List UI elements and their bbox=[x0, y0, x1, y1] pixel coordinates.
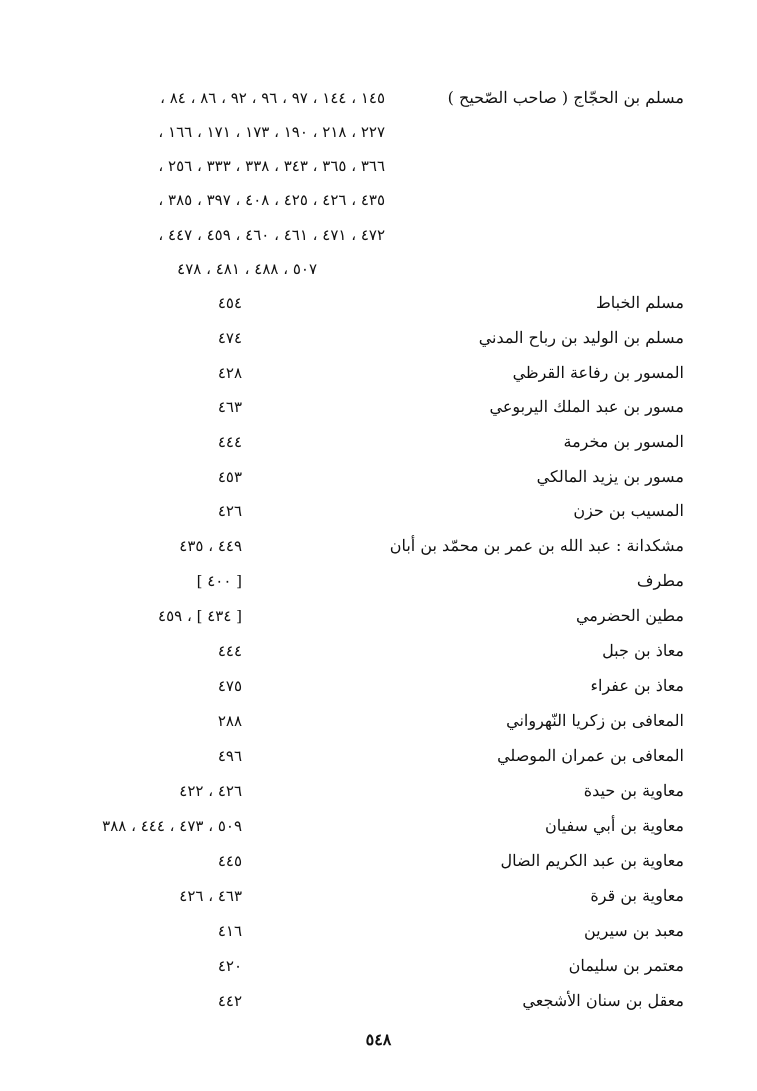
index-entry bbox=[0, 741, 757, 771]
entry-name: معاوية بن حيدة bbox=[583, 781, 684, 800]
entry-pages: ٤٧٥ bbox=[217, 677, 242, 695]
entry-pages: ٤٦٣ bbox=[217, 398, 242, 416]
index-entry bbox=[0, 986, 757, 1016]
entry-pages: ١٤٥ ، ١٤٤ ، ٩٧ ، ٩٦ ، ٩٢ ، ٨٦ ، ٨٤ ، bbox=[160, 89, 385, 107]
entry-pages: ٤٢٦ ، ٤٢٢ bbox=[179, 782, 242, 800]
entry-pages: ٤٣٥ ، ٤٢٦ ، ٤٢٥ ، ٤٠٨ ، ٣٩٧ ، ٣٨٥ ، bbox=[158, 191, 385, 209]
entry-name: مسور بن عبد الملك اليربوعي bbox=[489, 397, 684, 416]
index-entry-continuation bbox=[0, 117, 757, 147]
entry-pages: ٥٠٩ ، ٤٧٣ ، ٤٤٤ ، ٣٨٨ bbox=[102, 817, 242, 835]
entry-pages: ٤٢٨ bbox=[217, 364, 242, 382]
index-entry bbox=[0, 496, 757, 526]
entry-pages: ٢٨٨ bbox=[217, 712, 242, 730]
entry-name: معاوية بن أبي سفيان bbox=[545, 816, 684, 835]
index-entry bbox=[0, 392, 757, 422]
entry-name: مطين الحضرمي bbox=[575, 606, 684, 625]
entry-name: مطرف bbox=[636, 571, 684, 590]
index-entry bbox=[0, 601, 757, 631]
entry-name: معاذ بن جبل bbox=[602, 641, 684, 660]
index-entry-continuation bbox=[0, 220, 757, 250]
index-entry bbox=[0, 846, 757, 876]
index-entry bbox=[0, 462, 757, 492]
index-entry bbox=[0, 358, 757, 388]
entry-name: معبد بن سيرين bbox=[583, 921, 684, 940]
entry-name: المسيب بن حزن bbox=[573, 501, 684, 520]
index-entry bbox=[0, 427, 757, 457]
index-entry bbox=[0, 951, 757, 981]
entry-pages: [ ٤٣٤ ] ، ٤٥٩ bbox=[158, 607, 242, 625]
entry-pages: ٥٠٧ ، ٤٨٨ ، ٤٨١ ، ٤٧٨ bbox=[177, 260, 317, 278]
page-number: ٥٤٨ bbox=[365, 1030, 392, 1049]
entry-pages: ٤٩٦ bbox=[217, 747, 242, 765]
index-entry bbox=[0, 671, 757, 701]
entry-pages: ٤٢٠ bbox=[217, 957, 242, 975]
index-entry-continuation bbox=[0, 151, 757, 181]
entry-pages: ٤٤٤ bbox=[217, 433, 242, 451]
index-entry bbox=[0, 776, 757, 806]
index-entry bbox=[0, 636, 757, 666]
index-entry bbox=[0, 83, 757, 113]
index-entry bbox=[0, 811, 757, 841]
entry-name: معاوية بن عبد الكريم الضال bbox=[500, 851, 684, 870]
index-entry-continuation bbox=[0, 254, 757, 284]
entry-name: مسور بن يزيد المالكي bbox=[536, 467, 684, 486]
index-entry bbox=[0, 916, 757, 946]
entry-name: مسلم الخباط bbox=[595, 293, 684, 312]
entry-name: مشكدانة : عبد الله بن عمر بن محمّد بن أبان bbox=[389, 536, 684, 555]
entry-pages: ٤٧٢ ، ٤٧١ ، ٤٦١ ، ٤٦٠ ، ٤٥٩ ، ٤٤٧ ، bbox=[158, 226, 385, 244]
index-entry bbox=[0, 288, 757, 318]
entry-name: المسور بن رفاعة القرظي bbox=[512, 363, 684, 382]
entry-pages: [ ٤٠٠ ] bbox=[196, 572, 242, 590]
entry-name: معقل بن سنان الأشجعي bbox=[522, 991, 684, 1010]
index-entry bbox=[0, 881, 757, 911]
entry-pages: ٤١٦ bbox=[217, 922, 242, 940]
entry-name: المسور بن مخرمة bbox=[563, 432, 684, 451]
entry-pages: ٤٥٣ bbox=[217, 468, 242, 486]
index-entry bbox=[0, 566, 757, 596]
entry-pages: ٤٥٤ bbox=[217, 294, 242, 312]
entry-pages: ٤٦٣ ، ٤٢٦ bbox=[179, 887, 242, 905]
entry-name: معاوية بن قرة bbox=[590, 886, 684, 905]
entry-name: معاذ بن عفراء bbox=[590, 676, 684, 695]
entry-name: معتمر بن سليمان bbox=[568, 956, 684, 975]
entry-pages: ٤٤٤ bbox=[217, 642, 242, 660]
entry-pages: ٤٢٦ bbox=[217, 502, 242, 520]
index-entry-continuation bbox=[0, 185, 757, 215]
entry-pages: ٣٦٦ ، ٣٦٥ ، ٣٤٣ ، ٣٣٨ ، ٣٣٣ ، ٢٥٦ ، bbox=[158, 157, 385, 175]
entry-name: المعافى بن عمران الموصلي bbox=[497, 746, 684, 765]
entry-pages: ٤٧٤ bbox=[217, 329, 242, 347]
index-entry bbox=[0, 706, 757, 736]
entry-pages: ٤٤٩ ، ٤٣٥ bbox=[179, 537, 242, 555]
entry-name: المعافى بن زكريا النّهرواني bbox=[506, 711, 684, 730]
entry-pages: ٢٢٧ ، ٢١٨ ، ١٩٠ ، ١٧٣ ، ١٧١ ، ١٦٦ ، bbox=[158, 123, 385, 141]
index-entry bbox=[0, 531, 757, 561]
entry-name: مسلم بن الوليد بن رباح المدني bbox=[478, 328, 684, 347]
index-entry bbox=[0, 323, 757, 353]
entry-pages: ٤٤٥ bbox=[217, 852, 242, 870]
entry-pages: ٤٤٢ bbox=[217, 992, 242, 1010]
entry-name: مسلم بن الحجّاج ( صاحب الصّحيح ) bbox=[447, 88, 684, 107]
